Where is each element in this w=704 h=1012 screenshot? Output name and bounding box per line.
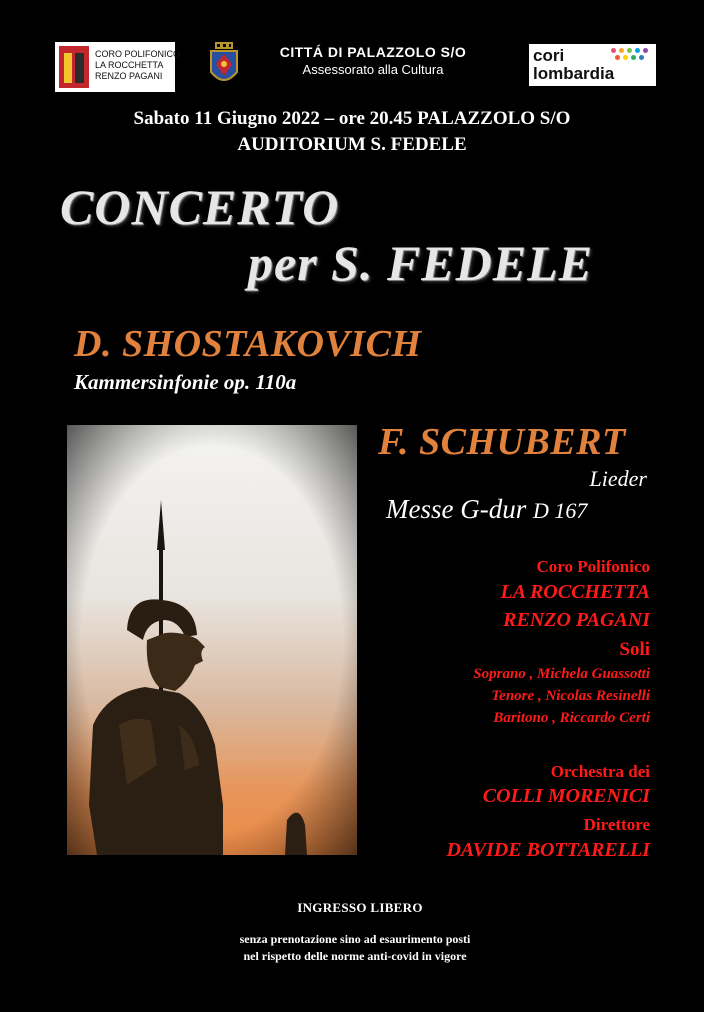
choir-label: Coro Polifonico: [536, 557, 650, 576]
cori-logo-line1: cori: [533, 46, 565, 65]
admission-note: INGRESSO LIBERO: [297, 900, 423, 915]
soloist-soprano: Soprano , Michela Guassotti: [473, 666, 650, 682]
footer-note-1: senza prenotazione sino ad esaurimento posti: [239, 932, 471, 946]
concert-title-line2: per S. FEDELE: [248, 235, 594, 291]
cori-logo-line2: lombardia: [533, 64, 615, 83]
soloist-baritone: Baritono , Riccardo Certi: [493, 710, 650, 726]
composer-schubert: F. SCHUBERT: [378, 421, 626, 463]
coro-logo-mark: [59, 46, 89, 88]
work-messe: [386, 494, 587, 525]
cori-logo-dots: [611, 48, 653, 62]
work-kammersinfonie: Kammersinfonie op. 110a: [74, 370, 297, 394]
choir-name-line1: LA ROCCHETTA: [500, 581, 650, 603]
event-venue: AUDITORIUM S. FEDELE: [237, 134, 467, 155]
event-dateline: Sabato 11 Giugno 2022 – ore 20.45 PALAZZOLO S/O: [133, 108, 571, 129]
composer-shostakovich: D. SHOSTAKOVICH: [74, 323, 422, 365]
concert-title-line1: CONCERTO: [60, 179, 340, 235]
footer-note-2: nel rispetto delle norme anti-covid in vigore: [243, 949, 467, 963]
choir-name-line2: RENZO PAGANI: [503, 609, 650, 631]
orchestra-name: COLLI MORENICI: [482, 785, 650, 807]
soloists-label: Soli: [619, 639, 650, 660]
city-department: Assessorato alla Cultura: [302, 62, 444, 77]
statue-silhouette: [67, 425, 357, 855]
city-header: [248, 44, 498, 77]
coro-logo: [55, 42, 181, 92]
work-lieder: Lieder: [589, 466, 647, 491]
city-name: CITTÁ DI PALAZZOLO S/O: [279, 44, 467, 60]
city-crest-icon: [208, 42, 240, 88]
work-messe-title: Messe G-dur: [386, 494, 527, 524]
soloist-tenor: Tenore , Nicolas Resinelli: [491, 688, 650, 704]
cori-lombardia-logo: [529, 44, 656, 86]
coro-logo-text: CORO POLIFONICO LA ROCCHETTA RENZO PAGANI: [95, 49, 181, 81]
conductor-label: Direttore: [583, 815, 650, 834]
conductor-name: DAVIDE BOTTARELLI: [446, 839, 650, 861]
orchestra-label: Orchestra dei: [550, 762, 650, 781]
work-messe-catalog: D 167: [532, 498, 588, 523]
